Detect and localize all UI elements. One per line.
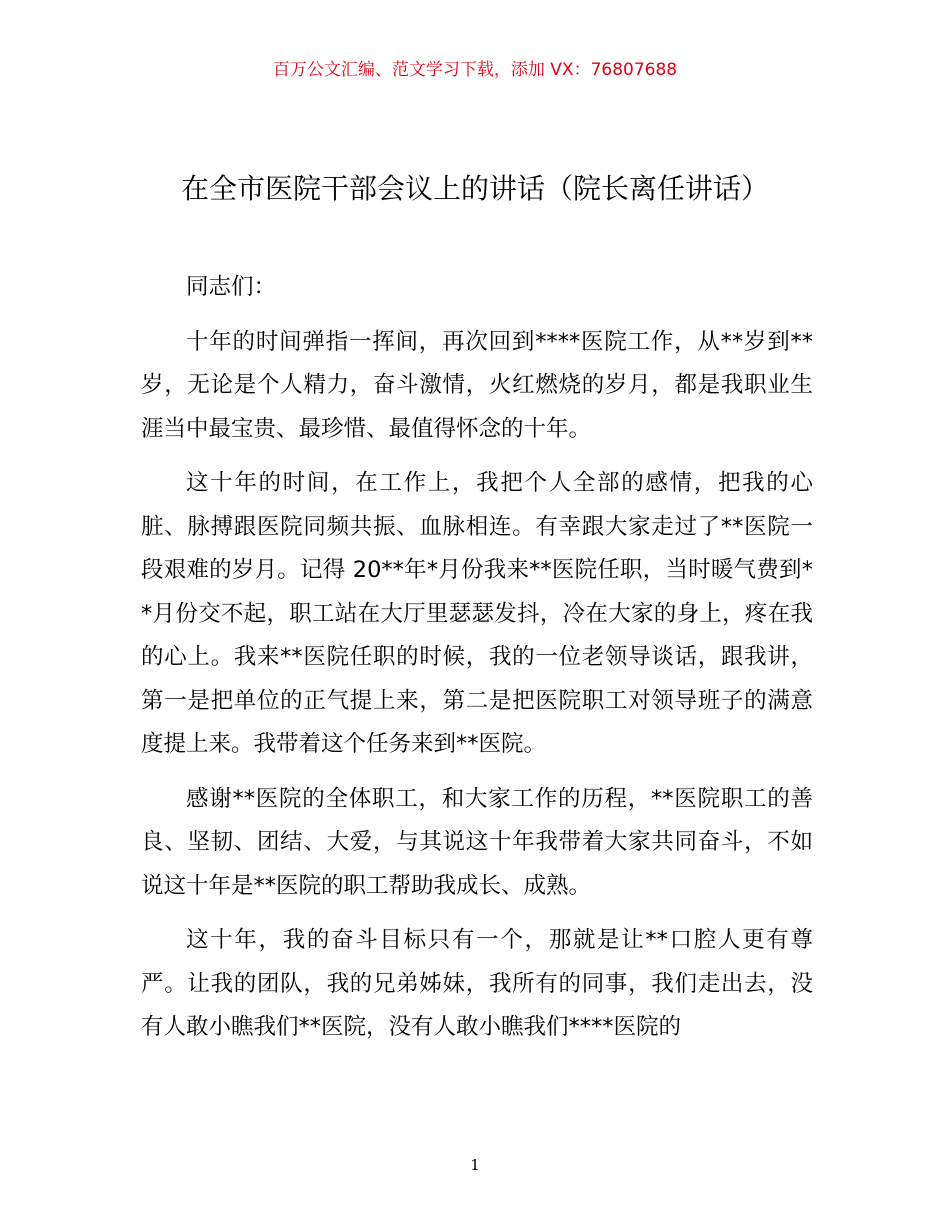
header-watermark-note: 百万公文汇编、范文学习下载，添加 VX：76807688 bbox=[272, 60, 678, 80]
salutation: 同志们： bbox=[186, 274, 277, 300]
page-number: 1 bbox=[470, 1156, 480, 1174]
paragraph: 感谢**医院的全体职工，和大家工作的历程，**医院职工的善良、坚韧、团结、大爱，与其说这十年我带着大家共同奋斗，不如说这十年是**医院的职工帮助我成长、成熟。 bbox=[141, 785, 813, 899]
document-title: 在全市医院干部会议上的讲话（院长离任讲话） bbox=[180, 172, 769, 205]
paragraph: 这十年的时间，在工作上，我把个人全部的感情，把我的心脏、脉搏跟医院同频共振、血脉相连。有幸跟大家走过了**医院一段艰难的岁月。记得 20**年*月份我来**医院任职，当时暖气费到**月份交不起，职工站在大厅里瑟瑟发抖，冷在大家的身上，疼在我的心上。我来**医院任职的时候，我的一位老领导谈话，跟我讲，第一是把单位的正气提上来，第二是把医院职工对领导班子的满意度提上来。我带着这个任务来到**医院。 bbox=[141, 470, 813, 757]
document-body bbox=[141, 266, 813, 1061]
paragraph: 这十年，我的奋斗目标只有一个，那就是让**口腔人更有尊严。让我的团队，我的兄弟姊妹，我所有的同事，我们走出去，没有人敢小瞧我们**医院，没有人敢小瞧我们****医院的 bbox=[141, 927, 813, 1040]
paragraph: 十年的时间弹指一挥间，再次回到****医院工作，从**岁到**岁，无论是个人精力，奋斗激情，火红燃烧的岁月，都是我职业生涯当中最宝贵、最珍惜、最值得怀念的十年。 bbox=[141, 328, 813, 442]
